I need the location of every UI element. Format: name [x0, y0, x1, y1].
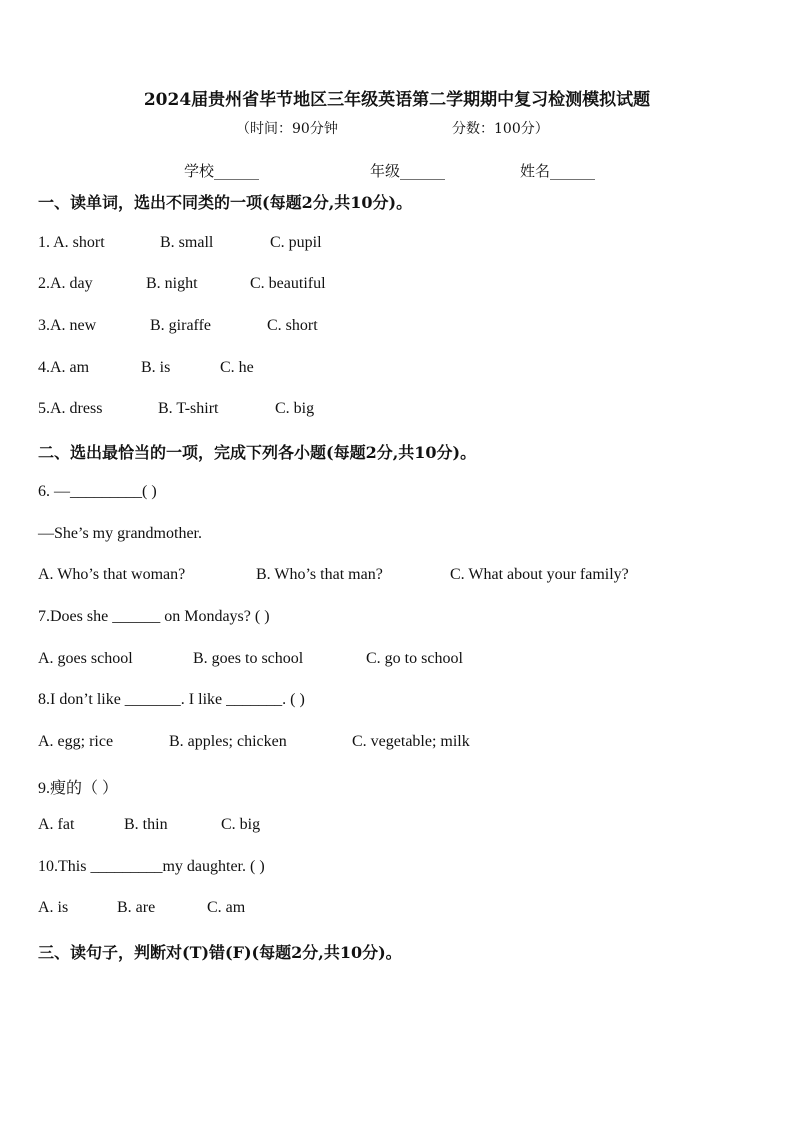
option-b: B. apples; chicken — [169, 733, 287, 750]
option-b: B. are — [117, 899, 156, 916]
option-a: A. egg; rice — [38, 733, 114, 750]
option-c: C. vegetable; milk — [352, 733, 470, 750]
option-c: C. big — [221, 816, 261, 833]
option-a: 1. A. short — [38, 234, 105, 251]
option-b: B. goes to school — [193, 650, 304, 667]
question-9-options — [38, 816, 261, 834]
option-a: A. Who’s that woman? — [38, 566, 186, 583]
question-6-answer-line: —She’s my grandmother. — [38, 525, 202, 542]
option-a: 2.A. day — [38, 275, 93, 292]
option-c: C. go to school — [366, 650, 463, 667]
question-4 — [38, 359, 254, 377]
option-a: 4.A. am — [38, 359, 90, 376]
option-b: B. is — [141, 359, 171, 376]
question-5 — [38, 400, 315, 418]
question-10-options — [38, 899, 246, 917]
option-c: C. beautiful — [250, 275, 326, 292]
question-8: 8.I don’t like _______. I like _______. ( ) — [38, 691, 305, 708]
question-8-options — [38, 733, 470, 751]
exam-score: 分数：100分） — [452, 121, 549, 137]
school-field: 学校______ — [184, 162, 260, 180]
option-c: C. big — [275, 400, 315, 417]
question-9: 9.瘦的（ ） — [38, 780, 119, 797]
option-c: C. What about your family? — [450, 566, 629, 583]
question-2 — [38, 275, 326, 293]
section-2-heading: 二、选出最恰当的一项，完成下列各小题(每题2分,共10分)。 — [38, 443, 477, 462]
question-6: 6. —_________( ) — [38, 483, 157, 500]
option-c: C. he — [220, 359, 254, 376]
name-field: 姓名______ — [520, 162, 596, 180]
option-b: B. giraffe — [150, 317, 212, 334]
option-a: A. fat — [38, 816, 75, 833]
grade-field: 年级______ — [370, 162, 446, 180]
section-3-heading: 三、读句子，判断对(T)错(F)(每题2分,共10分)。 — [38, 943, 402, 962]
option-b: B. small — [160, 234, 214, 251]
option-a: A. goes school — [38, 650, 133, 667]
question-3 — [38, 317, 318, 335]
option-c: C. am — [207, 899, 246, 916]
option-a: A. is — [38, 899, 69, 916]
question-10: 10.This _________my daughter. ( ) — [38, 858, 265, 875]
option-b: B. Who’s that man? — [256, 566, 383, 583]
option-c: C. short — [267, 317, 318, 334]
option-a: 3.A. new — [38, 317, 97, 334]
question-1 — [38, 234, 322, 252]
question-7-options — [38, 650, 463, 668]
question-7: 7.Does she ______ on Mondays? ( ) — [38, 608, 270, 625]
section-1-heading: 一、读单词，选出不同类的一项(每题2分,共10分)。 — [38, 193, 413, 212]
exam-time: （时间：90分钟 — [236, 121, 338, 137]
option-a: 5.A. dress — [38, 400, 103, 417]
option-c: C. pupil — [270, 234, 322, 251]
option-b: B. thin — [124, 816, 168, 833]
page-title: 2024届贵州省毕节地区三年级英语第二学期期中复习检测模拟试题 — [143, 90, 651, 110]
option-b: B. night — [146, 275, 198, 292]
question-6-options — [38, 566, 629, 584]
option-b: B. T-shirt — [158, 400, 219, 417]
